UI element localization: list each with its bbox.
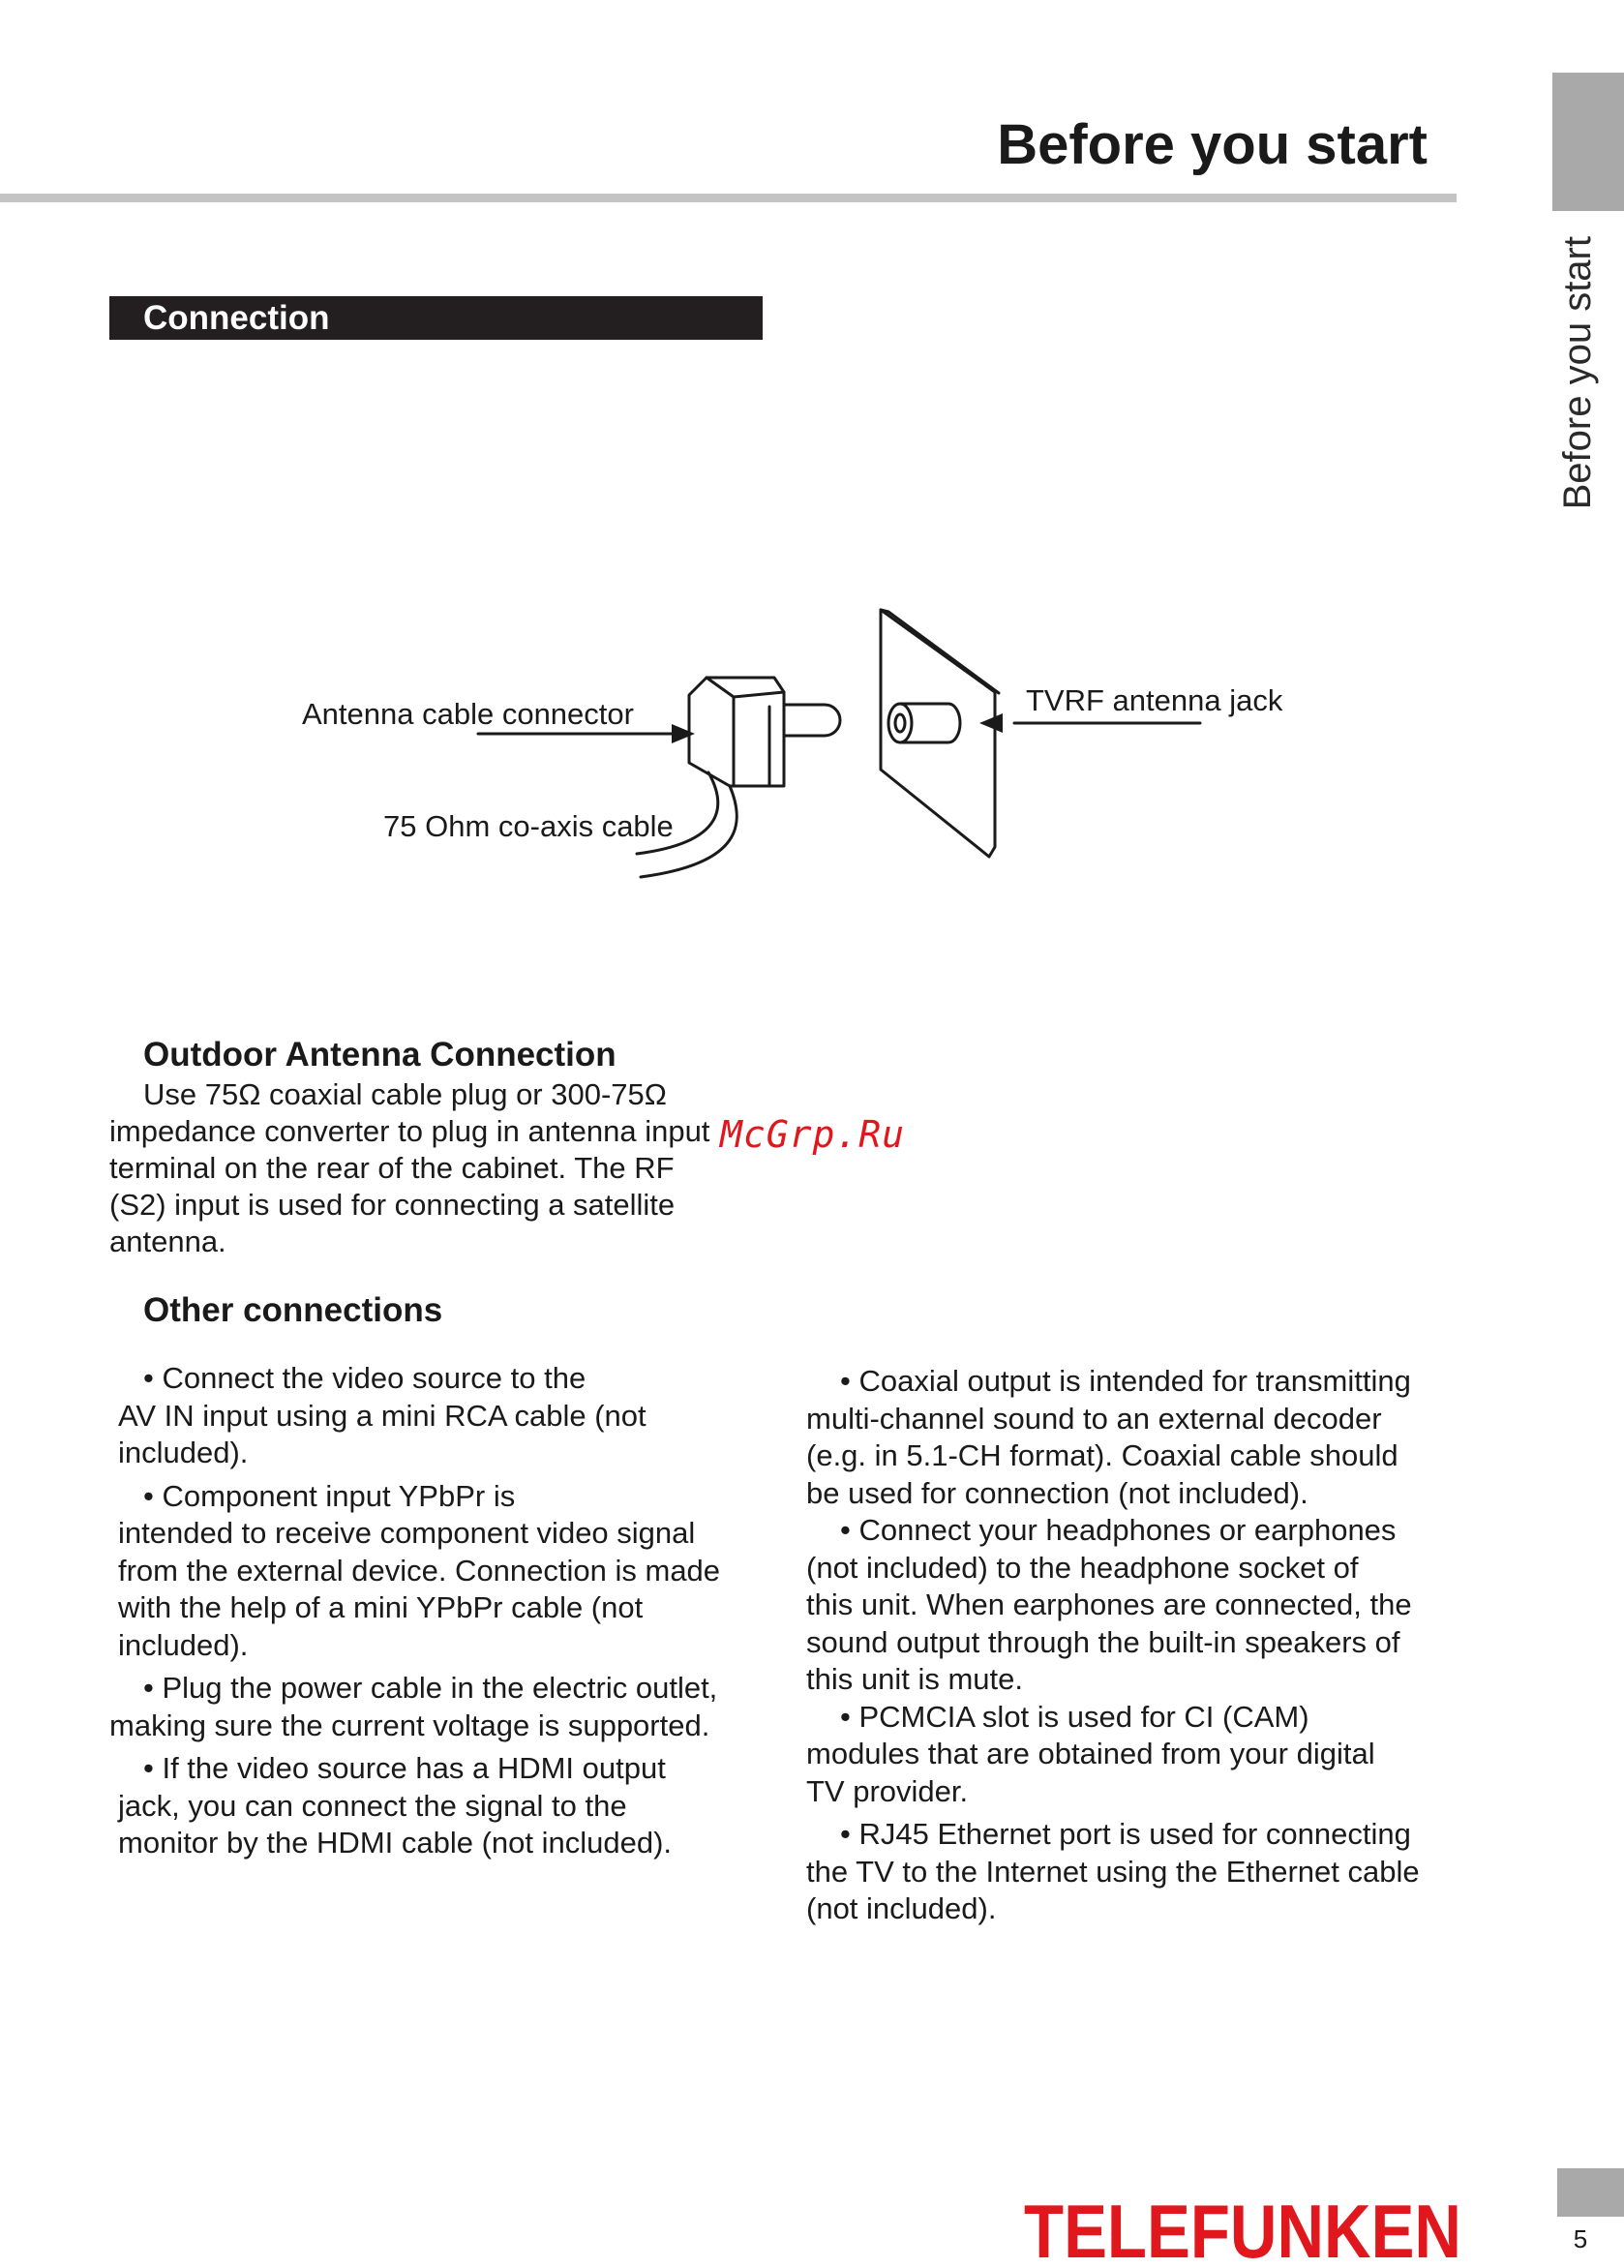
list-item-line: be used for connection (not included).: [806, 1475, 1308, 1510]
page-number: 5: [1573, 2224, 1588, 2253]
section-title: Connection: [143, 299, 330, 337]
list-item-line: • Component input YPbPr is: [143, 1478, 516, 1513]
outdoor-line-3: terminal on the rear of the cabinet. The RF: [109, 1151, 675, 1185]
arrow-jack-head: [979, 713, 1003, 733]
list-item-line: sound output through the built-in speakers of: [806, 1624, 1400, 1659]
label-jack: TVRF antenna jack: [1026, 683, 1283, 717]
list-item-line: • Plug the power cable in the electric outlet,: [143, 1671, 718, 1705]
title-divider: [0, 194, 1457, 202]
list-item-line: • RJ45 Ethernet port is used for connecting: [840, 1817, 1411, 1851]
other-connections-right-column: [806, 1363, 1464, 1928]
list-item-line: this unit. When earphones are connected, the: [806, 1588, 1412, 1621]
brand-logo: [1021, 2189, 1464, 2268]
list-item: [806, 1512, 1464, 1699]
label-cable: 75 Ohm co-axis cable: [383, 809, 674, 843]
other-connections-left-column: [109, 1360, 767, 1862]
side-tab-label-text: Before you start: [1556, 236, 1599, 510]
diagram-drawing: [281, 600, 1316, 891]
list-item-line: intended to receive component video signal: [118, 1516, 696, 1550]
watermark: McGrp.Ru: [720, 1113, 906, 1156]
list-item-line: included).: [118, 1436, 249, 1469]
outdoor-line-5: antenna.: [109, 1225, 226, 1258]
list-item: [806, 1363, 1464, 1512]
outdoor-line-2: impedance converter to plug in antenna input: [109, 1114, 710, 1148]
brand-logo-graphic: [1021, 2189, 1464, 2268]
list-item-line: jack, you can connect the signal to the: [118, 1788, 627, 1823]
jack-front: [888, 704, 912, 742]
list-item: [109, 1478, 767, 1665]
outdoor-line-4: (S2) input is used for connecting a satellite: [109, 1188, 676, 1222]
connector-face: [707, 678, 734, 786]
list-item-line: the TV to the Internet using the Ethernet cable: [806, 1854, 1420, 1889]
list-item-line: AV IN input using a mini RCA cable (not: [118, 1398, 647, 1433]
arrow-connector-head: [672, 724, 695, 743]
outdoor-line-1: Use 75Ω coaxial cable plug or 300-75Ω: [143, 1077, 667, 1111]
list-item-line: this unit is mute.: [806, 1662, 1023, 1696]
list-item: [109, 1750, 767, 1862]
list-item-line: modules that are obtained from your digital: [806, 1737, 1375, 1770]
list-item: [806, 1816, 1464, 1928]
list-item-line: • Connect your headphones or earphones: [840, 1513, 1397, 1547]
antenna-connection-diagram: [281, 600, 1316, 891]
section-header: [109, 296, 763, 340]
list-item-line: making sure the current voltage is supported.: [109, 1708, 710, 1742]
brand-logo-text: TELEFUNKEN: [1024, 2189, 1461, 2268]
other-connections-heading: Other connections: [143, 1291, 443, 1329]
list-item-line: • Connect the video source to the: [143, 1361, 586, 1395]
side-tab-marker: [1552, 73, 1624, 211]
list-item-line: • PCMCIA slot is used for CI (CAM): [840, 1699, 1309, 1734]
outdoor-antenna-heading: Outdoor Antenna Connection: [143, 1036, 617, 1074]
list-item-line: • Coaxial output is intended for transmitting: [840, 1364, 1411, 1398]
list-item-line: with the help of a mini YPbPr cable (not: [118, 1590, 644, 1624]
connector-ridge: [734, 692, 784, 697]
list-item-line: (e.g. in 5.1-CH format). Coaxial cable should: [806, 1438, 1398, 1472]
jack-inner: [895, 714, 905, 732]
list-item-line: • If the video source has a HDMI output: [143, 1751, 666, 1785]
list-item-line: TV provider.: [806, 1773, 969, 1808]
page-number-tab: [1557, 2168, 1624, 2217]
list-item: [109, 1360, 767, 1472]
list-item-line: monitor by the HDMI cable (not included).: [118, 1826, 673, 1860]
page-title: Before you start: [997, 113, 1428, 176]
connector-pin: [784, 705, 840, 736]
list-item-line: (not included) to the headphone socket of: [806, 1550, 1359, 1585]
side-tab-label: [1546, 236, 1609, 517]
list-item-line: multi-channel sound to an external decoder: [806, 1401, 1382, 1436]
list-item: [806, 1699, 1464, 1811]
list-item-line: (not included).: [806, 1891, 997, 1925]
label-connector: Antenna cable connector: [302, 697, 634, 731]
list-item-line: included).: [118, 1627, 249, 1662]
list-item-line: from the external device. Connection is made: [118, 1553, 721, 1588]
list-item: [109, 1670, 767, 1744]
